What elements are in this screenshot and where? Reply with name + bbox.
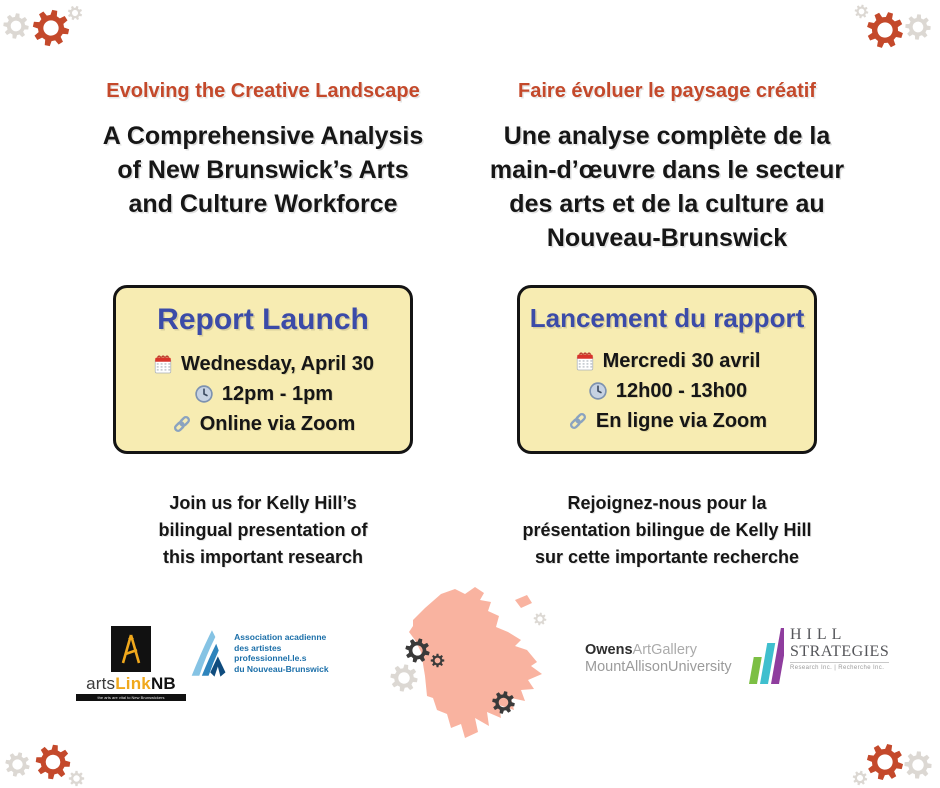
card-heading-fr: Lancement du rapport [529, 303, 805, 333]
event-location: Online via Zoom [199, 412, 356, 435]
gear-icon [2, 12, 30, 40]
note-en-line: bilingual presentation of [158, 520, 368, 540]
gear-icon [865, 10, 905, 50]
event-time: 12pm - 1pm [221, 382, 334, 405]
artslink-tagline: the arts are vital to New Brunswickers [76, 694, 186, 701]
gear-icon [491, 690, 516, 715]
aaapnb-text [234, 632, 342, 674]
owens-word-artgallery: ArtGallery [632, 642, 698, 658]
title-fr-line: des arts et de la culture au [509, 190, 825, 218]
event-date-row [116, 349, 410, 379]
gear-icon [34, 743, 72, 781]
hill-bars-icon [746, 626, 784, 686]
gear-icon [389, 663, 419, 693]
gear-icon [865, 742, 905, 782]
event-card-en [113, 285, 413, 454]
artslink-nb-logo [76, 626, 186, 701]
hill-word-strategies: STRATEGIES [790, 643, 889, 663]
event-time-row [116, 379, 410, 409]
gear-icon [4, 751, 31, 778]
event-date-row [520, 346, 814, 376]
event-date: Mercredi 30 avril [602, 349, 761, 372]
gear-icon [68, 770, 85, 787]
title-en-line: A Comprehensive Analysis [102, 122, 424, 150]
gear-icon [31, 8, 71, 48]
note-fr-line: Rejoignez-nous pour la [567, 493, 767, 513]
hill-word-hill: HILL [790, 626, 847, 643]
artslink-word-arts: arts [86, 674, 116, 693]
hill-text [790, 626, 889, 671]
title-fr-line: Une analyse complète de la [503, 122, 831, 150]
aaapnb-a-icon [190, 624, 227, 682]
gear-icon [67, 5, 83, 21]
artslink-mark [111, 626, 151, 672]
hill-tagline: Research Inc. | Recherche Inc. [790, 665, 885, 671]
card-heading-en: Report Launch [157, 303, 369, 336]
owens-word-owens: Owens [585, 642, 633, 658]
event-location: En ligne via Zoom [595, 409, 768, 432]
event-details-en [116, 349, 410, 439]
event-date: Wednesday, April 30 [180, 352, 375, 375]
title-en [48, 119, 478, 271]
event-location-row [520, 406, 814, 436]
owens-line1 [585, 642, 745, 659]
clock-icon [193, 383, 215, 405]
note-en-line: this important research [162, 547, 364, 567]
aaapnb-line: des artistes professionnel.le.s [234, 642, 307, 663]
calendar-icon [574, 350, 596, 372]
column-french [452, 80, 882, 571]
link-icon [171, 413, 193, 435]
gear-icon [404, 637, 431, 664]
column-english [48, 80, 478, 571]
event-card-fr [517, 285, 817, 454]
eyebrow-fr: Faire évoluer le paysage créatif [518, 80, 816, 102]
event-time: 12h00 - 13h00 [615, 379, 748, 402]
event-time-row [520, 376, 814, 406]
owens-logo [585, 642, 745, 675]
aaapnb-line: du Nouveau-Brunswick [234, 663, 329, 674]
gear-icon [430, 653, 445, 668]
link-icon [567, 410, 589, 432]
gear-icon [533, 612, 547, 626]
title-en-line: of New Brunswick’s Arts [117, 156, 409, 184]
aaapnb-line: Association acadienne [234, 632, 327, 642]
event-location-row [116, 409, 410, 439]
note-fr-line: sur cette importante recherche [534, 547, 800, 567]
artslink-a-icon [118, 632, 144, 666]
hill-strategies-logo [746, 626, 889, 686]
gear-icon [903, 750, 933, 780]
note-en [48, 490, 478, 571]
gear-icon [904, 13, 932, 41]
calendar-icon [152, 353, 174, 375]
title-fr [452, 119, 882, 271]
note-fr-line: présentation bilingue de Kelly Hill [522, 520, 812, 540]
title-en-line: and Culture Workforce [128, 190, 398, 218]
owens-line2: MountAllisonUniversity [585, 658, 732, 675]
note-en-line: Join us for Kelly Hill’s [169, 493, 357, 513]
event-details-fr [520, 346, 814, 436]
artslink-word-nb: NB [150, 674, 176, 693]
title-fr-line: Nouveau-Brunswick [546, 224, 788, 252]
eyebrow-en: Evolving the Creative Landscape [106, 80, 420, 102]
clock-icon [587, 380, 609, 402]
artslink-wordmark [76, 674, 186, 693]
title-fr-line: main-d’œuvre dans le secteur [489, 156, 845, 184]
artslink-word-link: Link [115, 674, 151, 693]
aaapnb-logo [190, 624, 342, 682]
note-fr [452, 490, 882, 571]
